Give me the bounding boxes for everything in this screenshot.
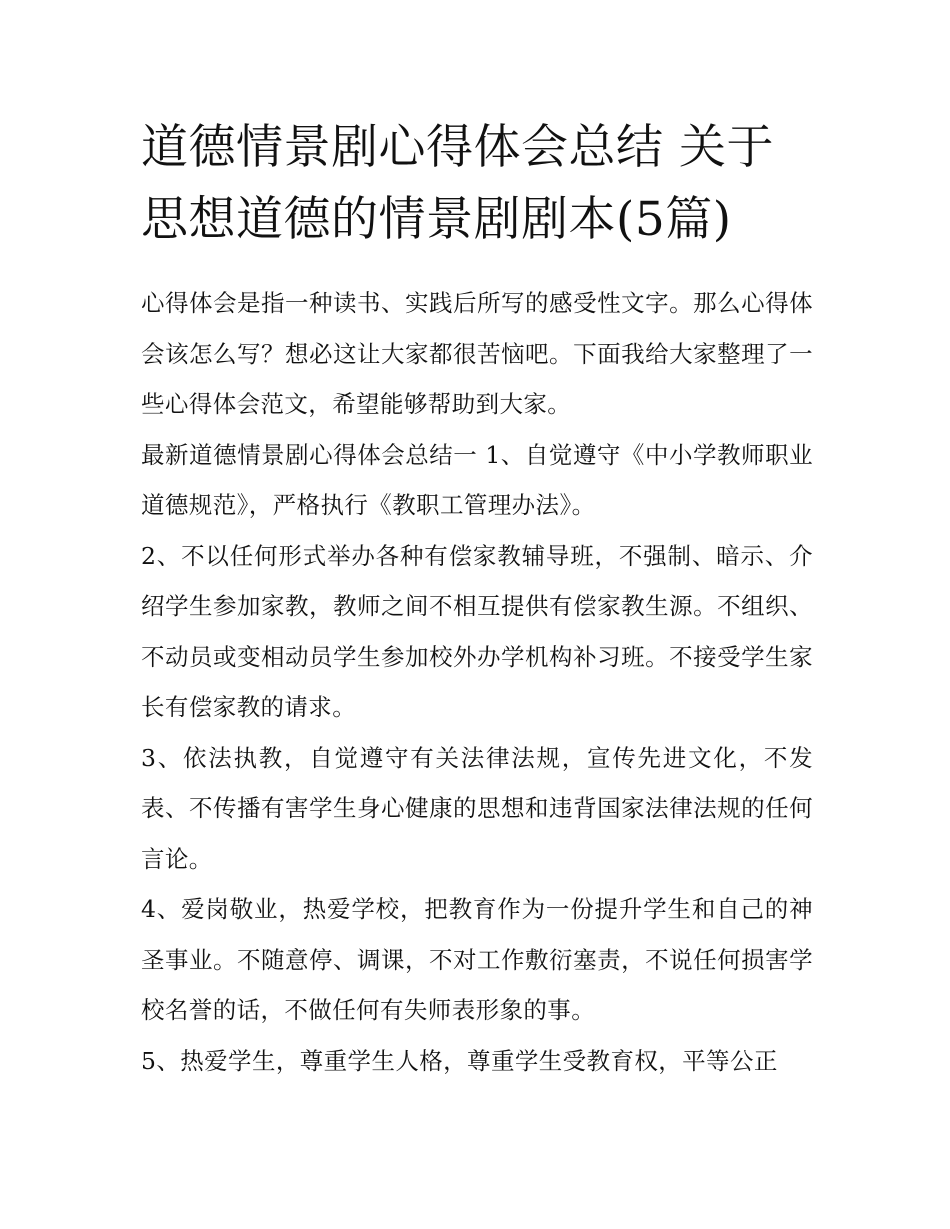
- paragraph-item-1: 最新道德情景剧心得体会总结一 1、自觉遵守《中小学教师职业道德规范》，严格执行《教职工管理办法》。: [141, 440, 813, 519]
- paragraph-item-4: 4、爱岗敬业，热爱学校，把教育作为一份提升学生和自己的神圣事业。不随意停、调课，不对工作敷衍塞责，不说任何损害学校名誉的话，不做任何有失师表形象的事。: [141, 895, 813, 1024]
- document-body: [141, 112, 813, 1086]
- paragraph-intro: 心得体会是指一种读书、实践后所写的感受性文字。那么心得体会该怎么写？想必这让大家都很苦恼吧。下面我给大家整理了一些心得体会范文，希望能够帮助到大家。: [141, 289, 813, 418]
- document-title: 道德情景剧心得体会总结 关于思想道德的情景剧剧本(5篇): [141, 120, 774, 247]
- paragraph-item-2: 2、不以任何形式举办各种有偿家教辅导班，不强制、暗示、介绍学生参加家教，教师之间不相互提供有偿家教生源。不组织、不动员或变相动员学生参加校外办学机构补习班。不接受学生家长有偿家教的请求。: [141, 541, 813, 721]
- paragraph-item-3: 3、依法执教，自觉遵守有关法律法规，宣传先进文化，不发表、不传播有害学生身心健康的思想和违背国家法律法规的任何言论。: [141, 743, 813, 873]
- paragraph-item-5: 5、热爱学生，尊重学生人格，尊重学生受教育权，平等公正: [141, 1046, 778, 1075]
